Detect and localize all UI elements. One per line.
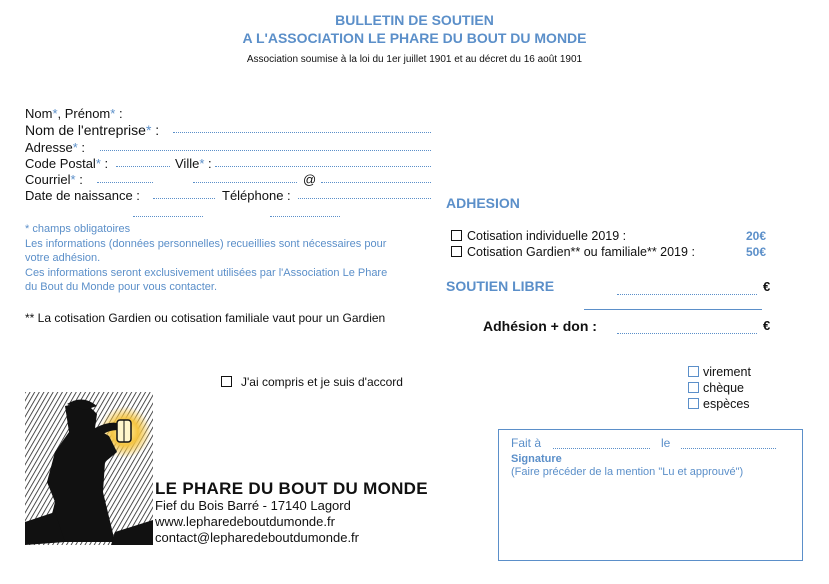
colon: :: [100, 156, 109, 171]
payment-options: [688, 364, 751, 412]
le-label: le: [661, 436, 671, 450]
cotisation-individuelle-price: 20€: [746, 229, 767, 243]
total-label: Adhésion + don :: [483, 318, 597, 334]
colon: :: [115, 106, 123, 121]
agree-checkbox[interactable]: [221, 376, 232, 387]
cotisation-individuelle-label: Cotisation individuelle 2019 :: [467, 229, 627, 243]
code-postal-text: Code Postal: [25, 156, 96, 171]
payment-virement-label: virement: [703, 365, 751, 379]
required-star: *: [199, 156, 205, 171]
org-name: LE PHARE DU BOUT DU MONDE: [155, 479, 428, 498]
org-email[interactable]: contact@lepharedeboutdumonde.fr: [155, 530, 360, 545]
telephone-label: Téléphone :: [222, 188, 291, 203]
especes-checkbox[interactable]: [688, 398, 699, 409]
divider-line: [584, 309, 762, 310]
colon: :: [75, 172, 83, 187]
telephone-field[interactable]: [298, 198, 431, 199]
payment-cheque[interactable]: [688, 380, 751, 396]
at-sign: @: [303, 172, 317, 187]
org-address: Fief du Bois Barré - 17140 Lagord: [155, 498, 351, 513]
soutien-heading: SOUTIEN LIBRE: [446, 278, 555, 294]
org-contact: [155, 498, 359, 546]
nom-text: Nom: [25, 106, 53, 121]
title-line-2: A L'ASSOCIATION LE PHARE DU BOUT DU MONDE: [242, 30, 587, 46]
colon: :: [151, 122, 160, 138]
payment-especes-label: espèces: [703, 397, 750, 411]
lighthouse-keeper-illustration: [25, 392, 153, 545]
cotisation-gardien-checkbox[interactable]: [451, 246, 462, 257]
notes-block: [25, 222, 387, 295]
payment-especes[interactable]: [688, 396, 751, 412]
privacy-note-2: votre adhésion.: [25, 252, 101, 264]
agree-label: J'ai compris et je suis d'accord: [241, 375, 403, 389]
colon: :: [77, 140, 85, 155]
prenom-text: , Prénom: [57, 106, 111, 121]
cotisation-individuelle-row: [451, 229, 626, 243]
privacy-note-3: Ces informations seront exclusivement utilisées par l'Association Le Phare: [25, 266, 388, 279]
required-star: *: [70, 172, 76, 187]
fait-a-field[interactable]: [553, 448, 650, 449]
required-star: *: [72, 140, 78, 155]
signature-mention: (Faire précéder de la mention "Lu et approuvé"): [511, 466, 744, 478]
agree-row: [221, 375, 403, 389]
naissance-label: Date de naissance :: [25, 188, 140, 203]
payment-cheque-label: chèque: [703, 381, 745, 395]
gardien-note: ** La cotisation Gardien ou cotisation familiale vaut pour un Gardien: [25, 311, 386, 325]
required-star: *: [110, 106, 116, 121]
adhesion-heading: ADHESION: [446, 195, 520, 211]
courriel-field-1[interactable]: [97, 182, 153, 183]
required-star: *: [145, 122, 152, 138]
total-euro: €: [763, 318, 771, 333]
courriel-domain-field[interactable]: [321, 182, 431, 183]
cotisation-gardien-label: Cotisation Gardien** ou familiale** 2019 :: [467, 245, 695, 259]
naissance-field[interactable]: [153, 198, 215, 199]
fait-a-label: Fait à: [511, 436, 542, 450]
privacy-note-4: du Bout du Monde pour vous contacter.: [25, 281, 218, 293]
soutien-euro: €: [763, 279, 771, 294]
total-amount-field[interactable]: [617, 333, 757, 334]
code-postal-field[interactable]: [116, 166, 170, 167]
ville-label: [175, 156, 212, 171]
adresse-field[interactable]: [100, 150, 431, 151]
entreprise-field[interactable]: [173, 132, 431, 133]
soutien-amount-field[interactable]: [617, 294, 757, 295]
virement-checkbox[interactable]: [688, 366, 699, 377]
required-star: *: [95, 156, 101, 171]
title-line-1: BULLETIN DE SOUTIEN: [335, 12, 494, 28]
payment-virement[interactable]: [688, 364, 751, 380]
code-postal-label: [25, 156, 108, 171]
entreprise-text: Nom de l'entreprise: [25, 122, 146, 138]
required-star: *: [52, 106, 58, 121]
ville-text: Ville: [175, 156, 200, 171]
nom-label: [25, 106, 123, 121]
colon: :: [204, 156, 212, 171]
privacy-note-1: Les informations (données personnelles) recueillies sont nécessaires pour: [25, 237, 387, 250]
cotisation-gardien-price: 50€: [746, 245, 767, 259]
signature-title: Signature: [511, 453, 562, 465]
entreprise-label: [25, 122, 159, 138]
cotisation-gardien-row: [451, 245, 695, 259]
subtitle: Association soumise à la loi du 1er juillet 1901 et au décret du 16 août 1901: [246, 54, 583, 65]
date-field[interactable]: [681, 448, 776, 449]
courriel-field-2[interactable]: [193, 182, 297, 183]
cheque-checkbox[interactable]: [688, 382, 699, 393]
adresse-label: [25, 140, 85, 155]
cotisation-individuelle-checkbox[interactable]: [451, 230, 462, 241]
courriel-label: [25, 172, 83, 187]
adresse-text: Adresse: [25, 140, 73, 155]
naissance-field-2[interactable]: [133, 216, 203, 217]
ville-field[interactable]: [215, 166, 431, 167]
mandatory-note: * champs obligatoires: [25, 223, 131, 235]
courriel-text: Courriel: [25, 172, 71, 187]
org-website[interactable]: www.lepharedeboutdumonde.fr: [155, 514, 335, 529]
telephone-field-2[interactable]: [270, 216, 340, 217]
